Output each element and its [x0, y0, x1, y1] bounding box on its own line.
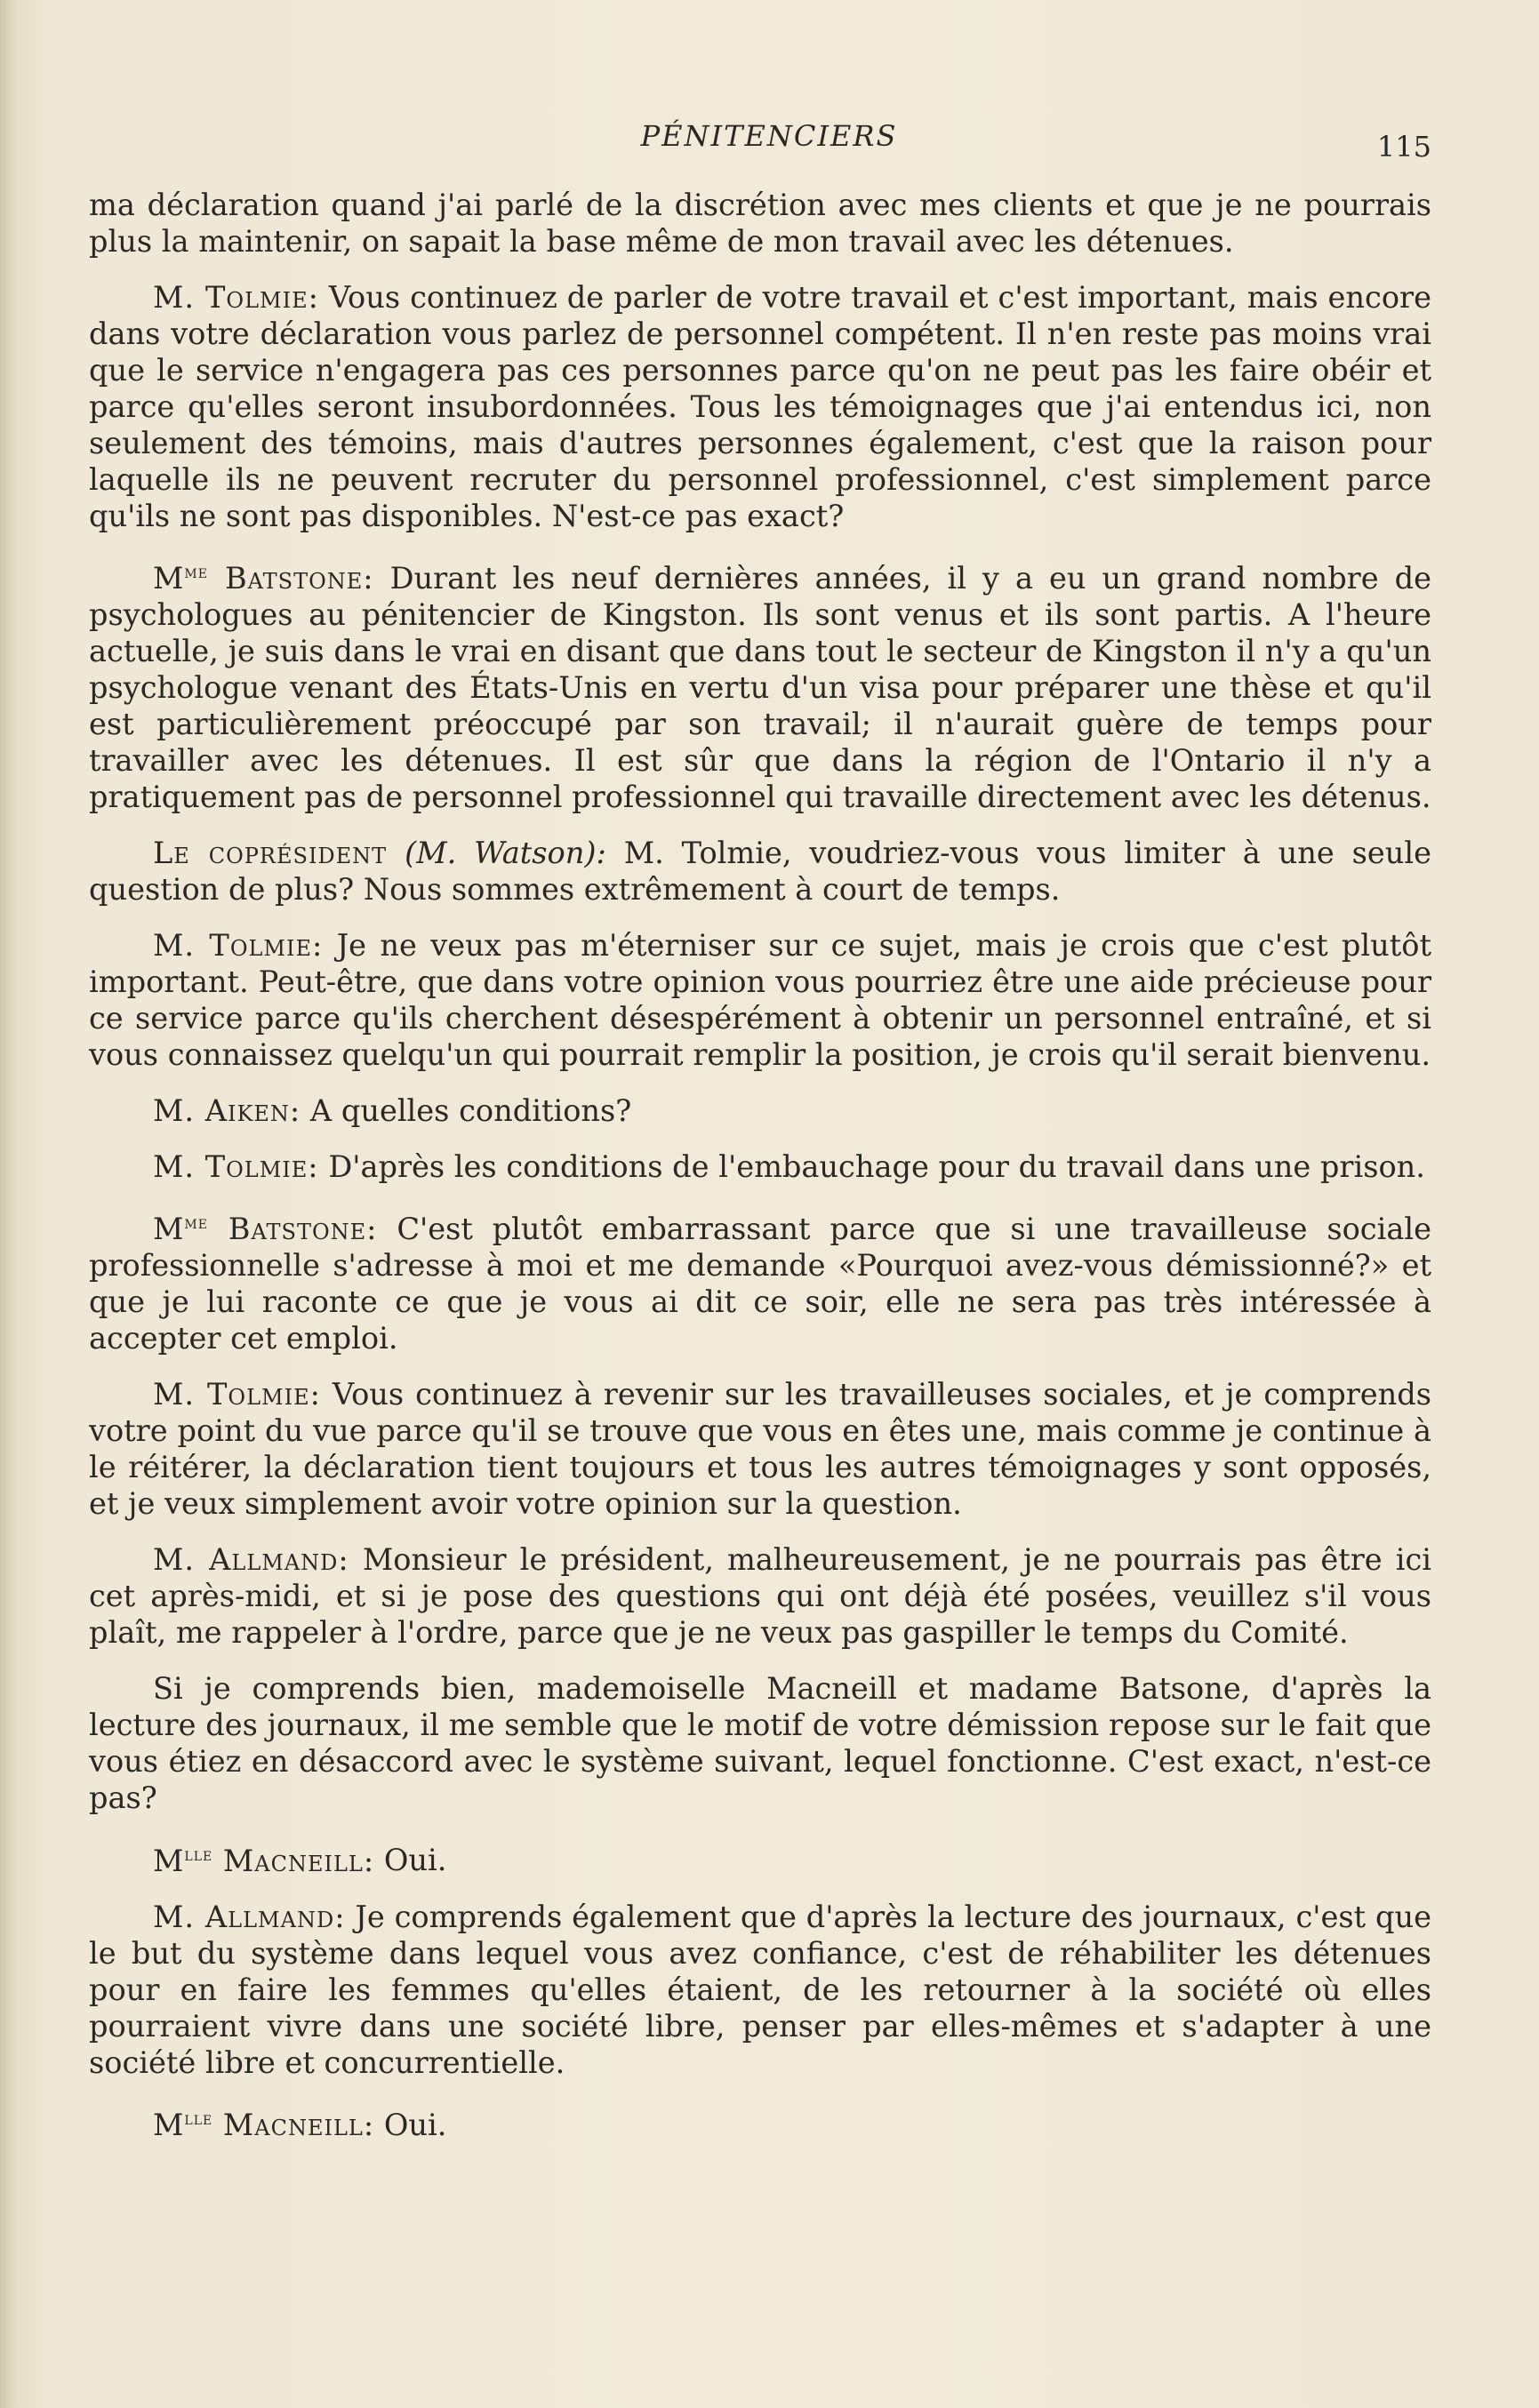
paragraph-text: D'après les conditions de l'embauchage pour du travail dans une prison.	[318, 1149, 1425, 1185]
document-body	[89, 187, 1431, 2163]
speaker-name: M. Allmand:	[153, 1899, 346, 1934]
paragraph	[89, 1092, 1431, 1129]
paragraph	[89, 1204, 1431, 1356]
paragraph-text: Vous continuez à revenir sur les travailleuses sociales, et je comprends votre point du vue parce qu'il se trouve que vous en êtes une, mais comme je continue à le réitérer, la déclaration tient toujours et tous les autres témoignages y sont opposés, et je veux simplement avoir votre opinion sur la question.	[89, 1377, 1431, 1522]
paragraph	[89, 1541, 1431, 1651]
paragraph-text: M. Tolmie, voudriez-vous vous limiter à une seule question de plus? Nous sommes extrêmement à court de temps.	[89, 836, 1432, 908]
speaker-name: M. Tolmie:	[153, 928, 324, 964]
speaker-name: $M^{me}$ Batstone:	[153, 1212, 378, 1247]
paragraph-text: Oui.	[374, 1843, 447, 1878]
speaker-name: M. Tolmie:	[153, 1377, 321, 1412]
paragraph	[89, 554, 1431, 815]
paragraph	[89, 1670, 1431, 1816]
running-title: PÉNITENCIERS	[640, 119, 898, 153]
speaker-qualifier: (M. Watson):	[405, 836, 606, 871]
paragraph	[89, 1899, 1431, 2081]
page-header	[89, 114, 1449, 167]
paragraph-text: Vous continuez de parler de votre travail et c'est important, mais encore dans votre déclaration vous parlez de personnel compétent. Il n'en reste pas moins vrai que le service n'engagera pas ces personnes parce qu'on ne peut pas les faire obéir et parce qu'elles seront insubordonnées. Tous les témoignages que j'ai entendus ici, non seulement des témoins, mais d'autres personnes également, c'est que la raison pour laquelle ils ne peuvent recruter du personnel professionnel, c'est simplement parce qu'ils ne sont pas disponibles. N'est-ce pas exact?	[89, 280, 1431, 533]
paragraph-text: Si je comprends bien, mademoiselle Macneill et madame Batsone, d'après la lecture des journaux, il me semble que le motif de votre démission repose sur le fait que vous étiez en désaccord avec le système suivant, lequel fonctionne. C'est exact, n'est-ce pas?	[89, 1671, 1431, 1816]
paragraph-text: Je ne veux pas m'éterniser sur ce sujet, mais je crois que c'est plutôt important. Peut-être, que dans votre opinion vous pourriez être une aide précieuse pour ce service parce qu'ils cherchent désespérément à obtenir un personnel entraîné, et si vous connaissez quelqu'un qui pourrait remplir la position, je crois qu'il serait bienvenu.	[89, 928, 1431, 1073]
paragraph	[89, 2100, 1431, 2143]
speaker-name: $M^{me}$ Batstone:	[153, 561, 374, 596]
speaker-name: M. Allmand:	[153, 1542, 349, 1578]
speaker-name: $M^{lle}$ Macneill:	[153, 1843, 375, 1878]
paragraph-text: Durant les neuf dernières années, il y a eu un grand nombre de psychologues au pénitencier de Kingston. Ils sont venus et ils sont partis. A l'heure actuelle, je suis dans le vrai en disant que dans tout le secteur de Kingston il n'y a qu'un psychologue venant des États-Unis en vertu d'un visa pour préparer une thèse et qu'il est particulièrement préoccupé par son travail; il n'aurait guère de temps pour travailler avec les détenues. Il est sûr que dans la région de l'Ontario il n'y a pratiquement pas de personnel professionnel qui travaille directement avec les détenus.	[89, 561, 1431, 815]
paragraph-text: Monsieur le président, malheureusement, je ne pourrais pas être ici cet après-midi, et si je pose des questions qui ont déjà été posées, veuillez s'il vous plaît, me rappeler à l'ordre, parce que je ne veux pas gaspiller le temps du Comité.	[89, 1542, 1431, 1651]
paragraph-text: ma déclaration quand j'ai parlé de la discrétion avec mes clients et que je ne pourrais plus la maintenir, on sapait la base même de mon travail avec les détenues.	[89, 188, 1431, 259]
page-number: 115	[1376, 130, 1431, 164]
paragraph	[89, 279, 1431, 534]
paragraph	[89, 1836, 1431, 1878]
speaker-name: M. Tolmie:	[153, 280, 319, 315]
speaker-name: M. Tolmie:	[153, 1149, 319, 1185]
paragraph	[89, 835, 1431, 908]
speaker-name: $M^{lle}$ Macneill:	[153, 2107, 375, 2142]
speaker-name: Le coprésident	[153, 836, 388, 871]
paragraph	[89, 187, 1431, 260]
paragraph-text: Je comprends également que d'après la lecture des journaux, c'est que le but du système dans lequel vous avez confiance, c'est de réhabiliter les détenues pour en faire les femmes qu'elles étaient, de les retourner à la société où elles pourraient vivre dans une société libre, penser par elles-mêmes et s'adapter à une société libre et concurrentielle.	[89, 1899, 1431, 2080]
paragraph	[89, 1376, 1431, 1522]
paragraph	[89, 1148, 1431, 1185]
page-edge-shadow	[0, 0, 16, 2408]
speaker-name: M. Aiken:	[153, 1093, 301, 1129]
paragraph	[89, 927, 1431, 1073]
paragraph-text: A quelles conditions?	[301, 1093, 632, 1129]
paragraph-text: C'est plutôt embarrassant parce que si une travailleuse sociale professionnelle s'adresse à moi et me demande «Pourquoi avez-vous démissionné?» et que je lui raconte ce que je vous ai dit ce soir, elle ne sera pas très intéressée à accepter cet emploi.	[89, 1212, 1431, 1356]
paragraph-text: Oui.	[374, 2107, 447, 2142]
